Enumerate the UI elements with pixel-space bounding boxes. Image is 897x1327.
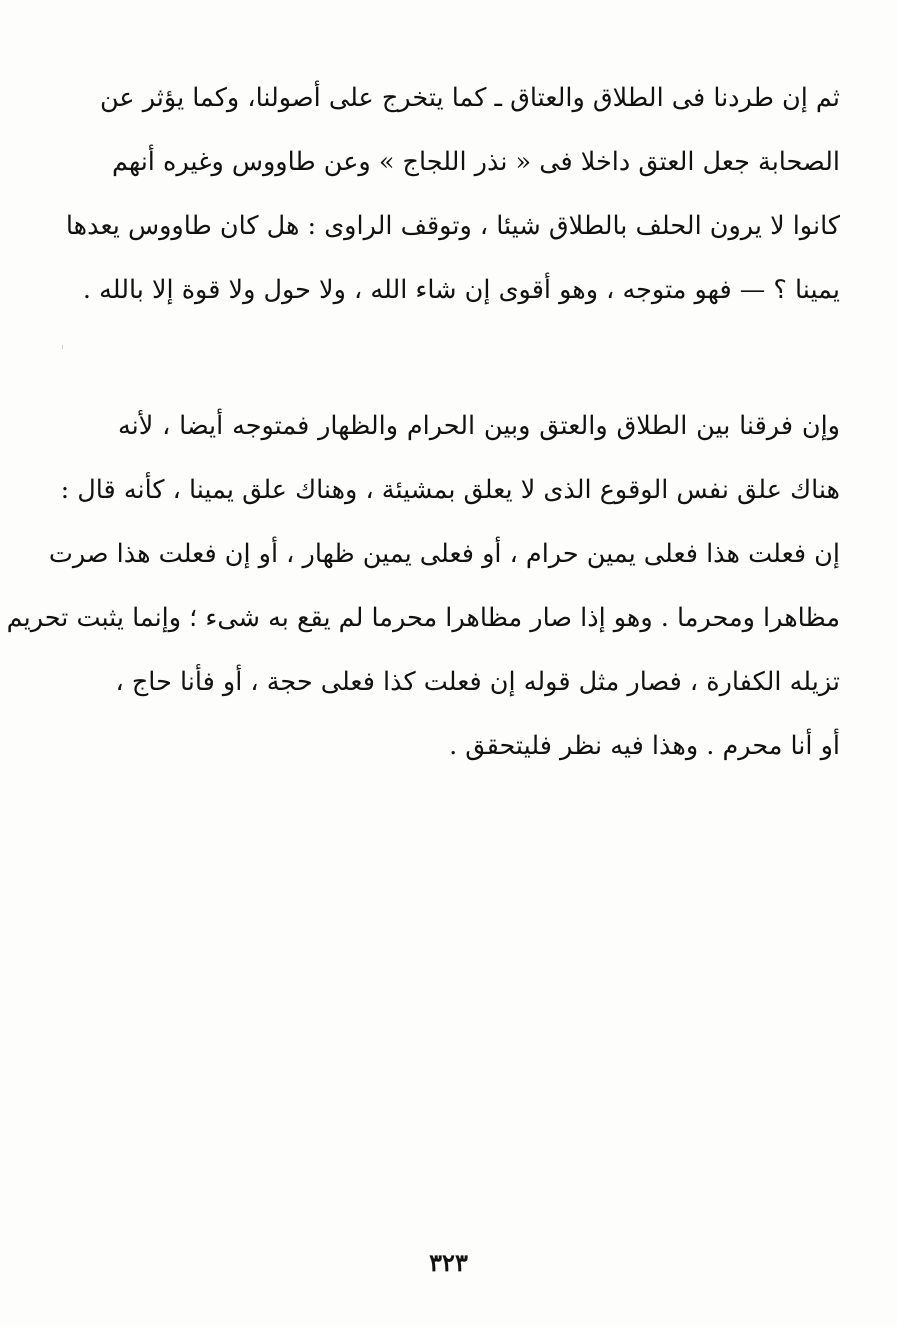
paragraph-line: إن فعلت هذا فعلى يمين حرام ، أو فعلى يمين ظهار ، أو إن فعلت هذا صرت (48, 539, 840, 569)
paragraph-line: تزيله الكفارة ، فصار مثل قوله إن فعلت كذا فعلى حجة ، أو فأنا حاج ، (115, 667, 840, 697)
paragraph-1 (65, 66, 840, 322)
paragraph-line: أو أنا محرم . وهذا فيه نظر فليتحقق . (449, 731, 840, 761)
page-number: ٣٢٣ (429, 1248, 468, 1277)
paragraph-line: مظاهرا ومحرما . وهو إذا صار مظاهرا محرما لم يقع به شىء ؛ وإنما يثبت تحريم (6, 603, 840, 633)
paragraph-line: كانوا لا يرون الحلف بالطلاق شيئا ، وتوقف الراوى : هل كان طاووس يعدها (65, 211, 840, 241)
paragraph-line: يمينا ؟ — فهو متوجه ، وهو أقوى إن شاء الله ، ولا حول ولا قوة إلا بالله . (82, 275, 840, 305)
paragraph-line: الصحابة جعل العتق داخلا فى « نذر اللجاج » وعن طاووس وغيره أنهم (111, 147, 840, 177)
paragraph-2 (6, 394, 840, 778)
paragraph-line: وإن فرقنا بين الطلاق والعتق وبين الحرام والظهار فمتوجه أيضا ، لأنه (118, 411, 840, 441)
paragraph-line: ثم إن طردنا فى الطلاق والعتاق ـ كما يتخرج على أصولنا، وكما يؤثر عن (100, 83, 840, 113)
paragraph-line: هناك علق نفس الوقوع الذى لا يعلق بمشيئة ، وهناك علق يمينا ، كأنه قال : (60, 475, 840, 505)
margin-mark (62, 345, 63, 349)
